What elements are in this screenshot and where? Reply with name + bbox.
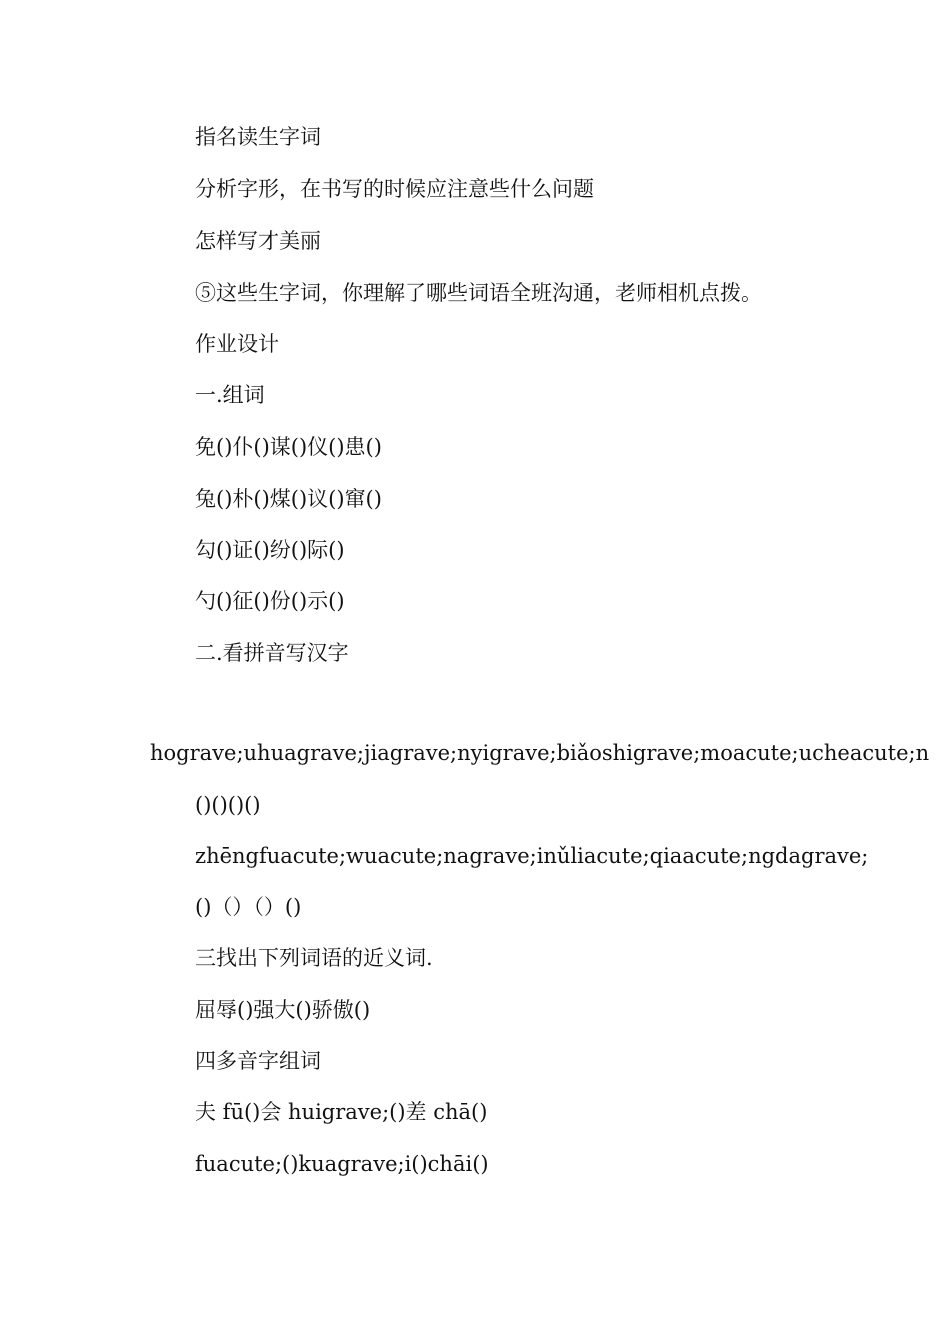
section-heading-homework: 作业设计 bbox=[195, 332, 279, 356]
pinyin-row: hograve;uhuagrave;jiagrave;nyigrave;biǎoshigrave;moacute;ucheacute;n bbox=[150, 741, 930, 765]
exercise-row: 兔()朴()煤()议()窜() bbox=[195, 487, 382, 511]
exercise-row: fuacute;()kuagrave;i()chāi() bbox=[195, 1152, 489, 1176]
text-line-understanding: ⑤这些生字词，你理解了哪些词语全班沟通，老师相机点拨。 bbox=[195, 281, 762, 305]
exercise-row: 勾()证()纷()际() bbox=[195, 538, 345, 562]
text-line-how-to-write: 怎样写才美丽 bbox=[195, 229, 321, 253]
text-line-read-new-words: 指名读生字词 bbox=[195, 125, 321, 149]
exercise-row: 勺()征()份()示() bbox=[195, 589, 345, 613]
answer-blanks-row: ()（）（）() bbox=[195, 895, 302, 919]
exercise-heading-synonyms: 三找出下列词语的近义词. bbox=[195, 946, 433, 970]
exercise-heading-polyphones: 四多音字组词 bbox=[195, 1049, 321, 1073]
answer-blanks-row: ()()()() bbox=[195, 793, 261, 817]
text-line-analyze-glyphs: 分析字形，在书写的时候应注意些什么问题 bbox=[195, 177, 594, 201]
exercise-row: 夫 fū()会 huigrave;()差 chā() bbox=[195, 1100, 488, 1124]
pinyin-row: zhēngfuacute;wuacute;nagrave;inǔliacute;qiaacute;ngdagrave; bbox=[195, 844, 869, 868]
exercise-row: 免()仆()谋()仪()患() bbox=[195, 435, 382, 459]
exercise-heading-pinyin: 二.看拼音写汉字 bbox=[195, 641, 349, 665]
exercise-heading-form-words: 一.组词 bbox=[195, 383, 265, 407]
exercise-row: 屈辱()强大()骄傲() bbox=[195, 998, 371, 1022]
